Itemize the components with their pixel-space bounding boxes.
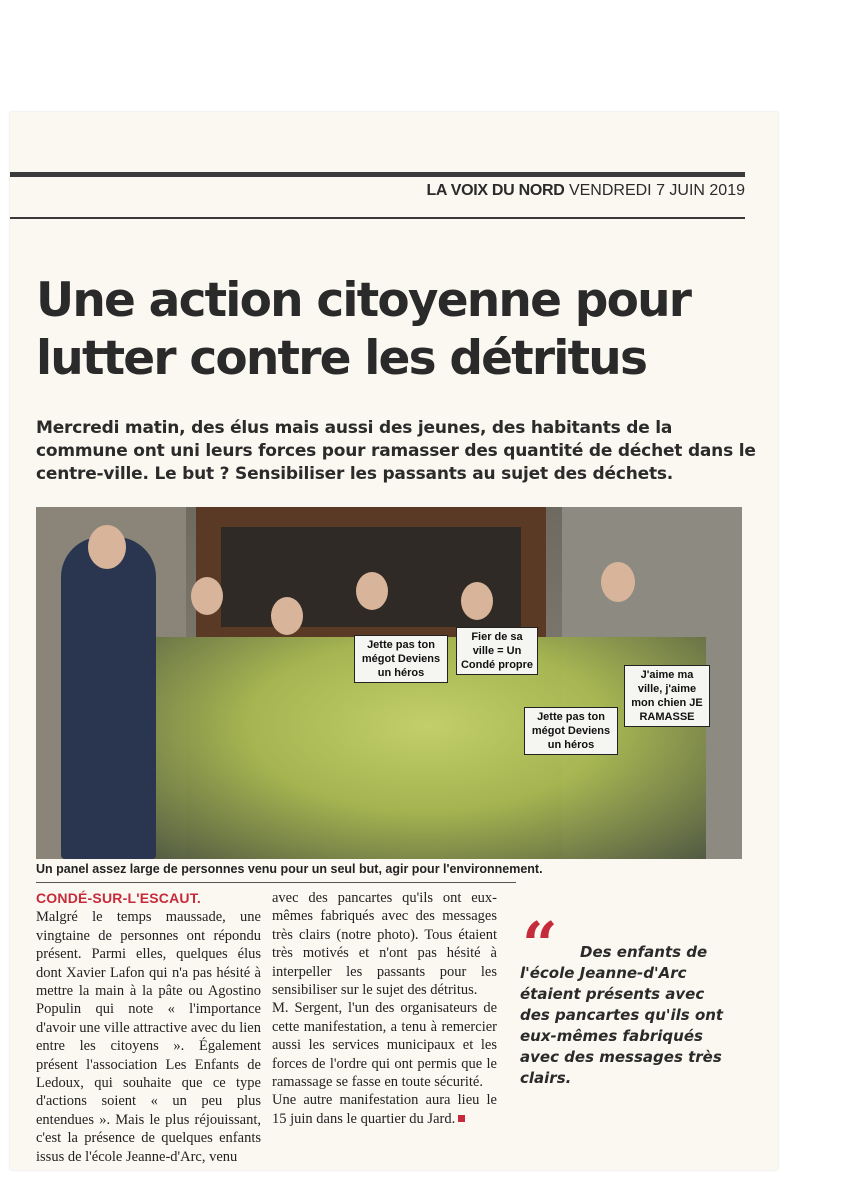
protest-sign: Fier de sa ville = Un Condé propre <box>456 627 538 675</box>
pull-quote <box>520 942 730 1089</box>
photo-person-left <box>61 537 156 859</box>
article-column-2 <box>272 889 497 1128</box>
article-lead: Mercredi matin, des élus mais aussi des jeunes, des habitants de la commune ont uni leurs forces pour ramasser des quantité de déchet dans le centre-ville. Le but ? Sensibiliser les passants au sujet des déchets. <box>36 418 756 484</box>
newspaper-name: LA VOIX DU NORD <box>426 182 565 199</box>
article-body-4: Une autre manifestation aura lieu le 15 juin dans le quartier du Jard. <box>272 1092 497 1127</box>
publication-date: VENDREDI 7 JUIN 2019 <box>568 182 745 199</box>
masthead-rule-bottom <box>10 217 745 219</box>
photo-head <box>191 577 223 615</box>
photo-head <box>601 562 635 602</box>
article-headline: Une action citoyenne pour lutter contre les détritus <box>36 273 691 386</box>
newspaper-clipping <box>10 112 778 1170</box>
article-photo <box>36 507 742 859</box>
protest-sign: Jette pas ton mégot Deviens un héros <box>524 707 618 755</box>
article-body-3: M. Sergent, l'un des organisateurs de cette manifestation, a tenu à remercier aussi les services municipaux et les forces de l'ordre qui ont permis que le ramassage se fasse en toute sécurité. <box>272 1000 497 1091</box>
article-body-1: Malgré le temps maussade, une vingtaine de personnes ont répondu présent. Parmi elles, quelques élus dont Xavier Lafon qui n'a pas hésité à mettre la main à la pâte ou Agostino Populin qui note « l'importance d'avoir une ville attractive avec du lien entre les citoyens ». Également présent l'association Les Enfants de Ledoux, qui souhaite que ce type d'actions soient « un peu plus entendues ». Mais le plus réjouissant, c'est la présence de quelques enfants issus de l'école Jeanne-d'Arc, venu <box>36 909 261 1165</box>
pull-quote-text: Des enfants de l'école Jeanne-d'Arc étaient présents avec des pancartes qu'ils ont eux-mêmes fabriqués avec des messages très clairs. <box>520 943 724 1087</box>
photo-caption: Un panel assez large de personnes venu pour un seul but, agir pour l'environnement. <box>36 862 543 876</box>
masthead-rule-top <box>10 172 745 177</box>
photo-head <box>356 572 388 610</box>
protest-sign: Jette pas ton mégot Deviens un héros <box>354 635 448 683</box>
masthead <box>10 182 745 200</box>
article-column-1 <box>36 889 261 1166</box>
photo-head <box>461 582 493 620</box>
photo-head <box>88 525 126 569</box>
article-body-2: avec des pancartes qu'ils ont eux-mêmes fabriqués avec des messages très clairs (notre photo). Tous étaient très motivés et n'ont pas hésité à interpeller les passants pour les sensibiliser sur le sujet des détritus. <box>272 890 497 999</box>
quote-mark-icon: “ <box>522 908 558 981</box>
caption-rule <box>36 882 516 883</box>
article-dateline: CONDÉ-SUR-L'ESCAUT. <box>36 890 202 906</box>
photo-head <box>271 597 303 635</box>
protest-sign: J'aime ma ville, j'aime mon chien JE RAMASSE <box>624 665 710 727</box>
end-of-article-mark <box>458 1115 465 1122</box>
